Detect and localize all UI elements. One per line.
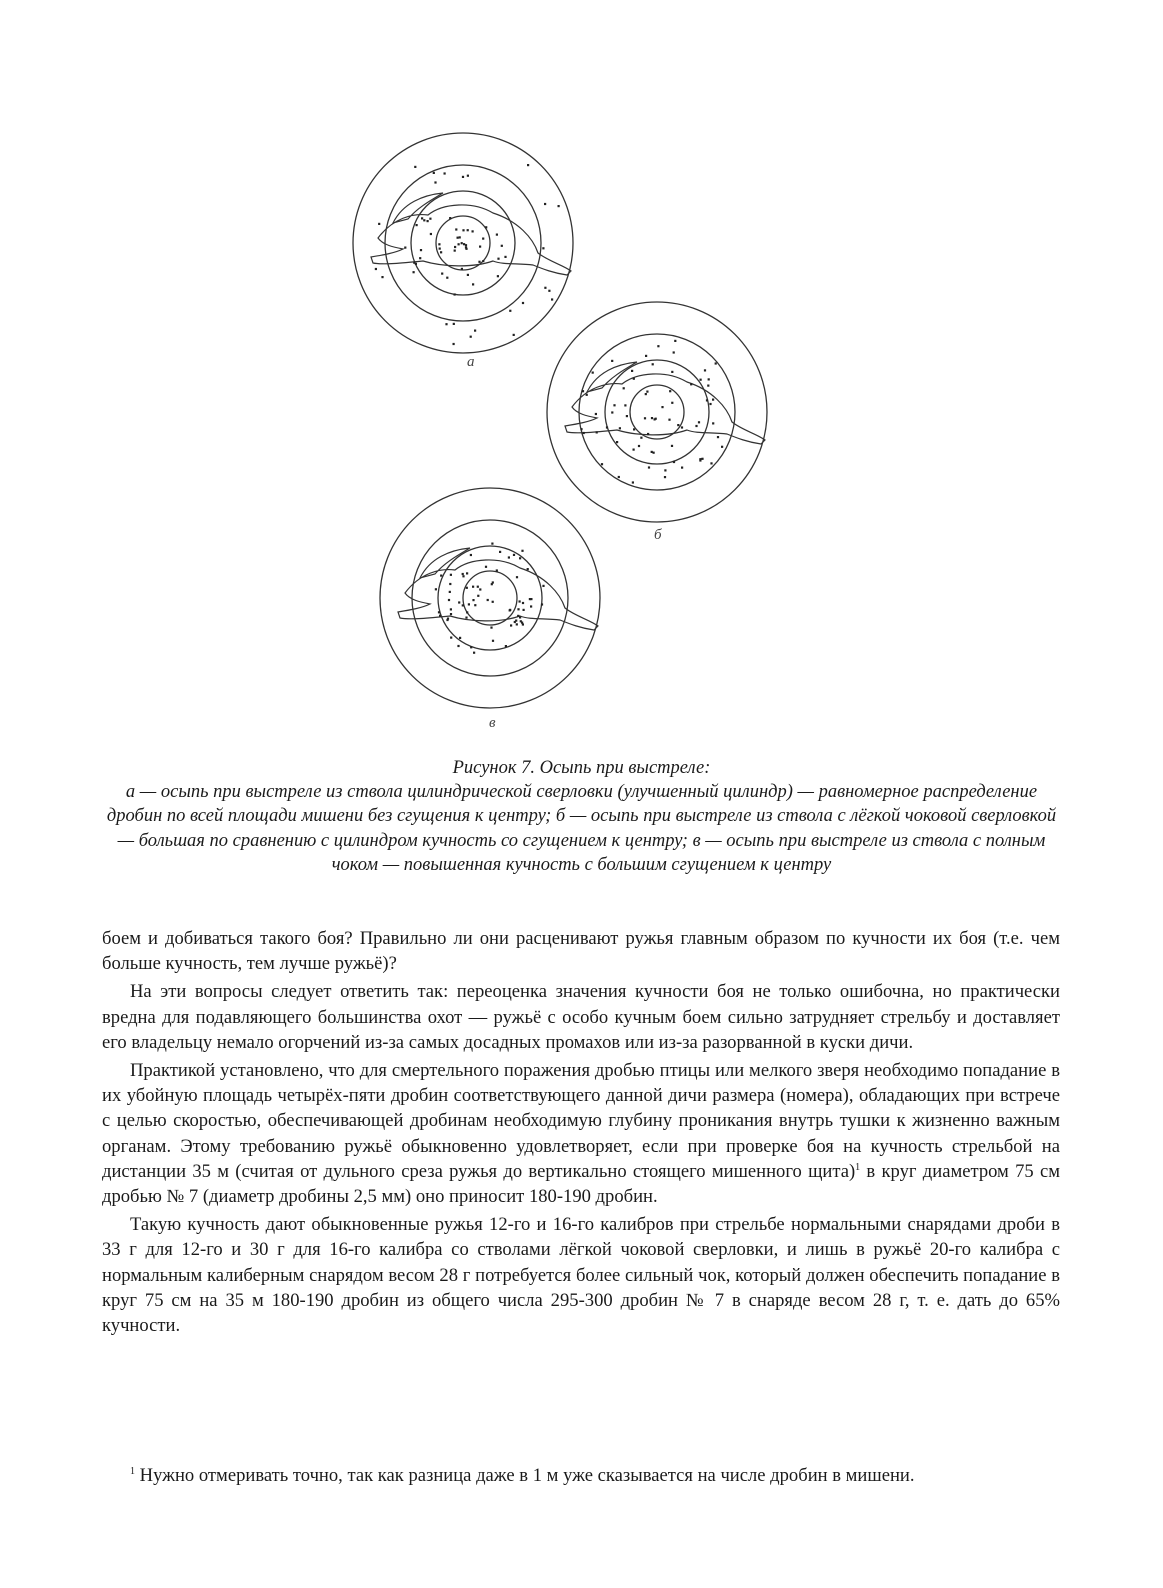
shot-dot: [681, 426, 683, 428]
shot-dot: [414, 166, 416, 168]
shot-dot: [708, 378, 710, 380]
shot-dot: [454, 250, 456, 252]
shot-dot: [544, 287, 546, 289]
shot-dot: [477, 595, 479, 597]
body-text: [102, 926, 1060, 1338]
shot-dot: [624, 404, 626, 406]
shot-dot: [492, 581, 494, 583]
shot-dot: [677, 424, 679, 426]
shot-dot: [496, 569, 498, 571]
shot-dot: [623, 387, 625, 389]
shot-dot: [459, 236, 461, 238]
shot-dot: [619, 427, 621, 429]
footnote-ref[interactable]: 1: [855, 1161, 861, 1173]
shot-dot: [440, 575, 442, 577]
shot-dot: [462, 176, 464, 178]
shot-dot: [645, 393, 647, 395]
paragraph-3: [102, 1058, 1060, 1209]
shot-dot: [674, 340, 676, 342]
shot-dot: [595, 413, 597, 415]
shot-dot: [671, 402, 673, 404]
shot-dot: [378, 223, 380, 225]
shot-dot: [701, 458, 703, 460]
target-ring: [436, 216, 490, 270]
shot-dot: [544, 203, 546, 205]
shot-dot: [631, 370, 633, 372]
shot-dot: [516, 623, 518, 625]
shot-dot: [440, 251, 442, 253]
shot-dot: [671, 371, 673, 373]
shot-dot: [433, 172, 435, 174]
shot-dot: [404, 247, 406, 249]
shot-dot: [439, 248, 441, 250]
shot-dot: [715, 362, 717, 364]
shot-dot: [470, 554, 472, 556]
shot-dot: [439, 615, 441, 617]
shot-dot: [640, 437, 642, 439]
shot-dot: [448, 599, 450, 601]
shot-dot: [632, 481, 634, 483]
shot-dot: [455, 228, 457, 230]
panel-label-b: б: [654, 527, 662, 543]
shot-dot: [457, 237, 459, 239]
shot-dot: [690, 383, 692, 385]
shot-dot: [470, 646, 472, 648]
shot-dot: [492, 640, 494, 642]
shot-dot: [611, 411, 613, 413]
shot-dot: [522, 302, 524, 304]
shot-dot: [467, 229, 469, 231]
target-ring: [605, 360, 709, 464]
shot-dot: [466, 572, 468, 574]
shot-dot: [468, 603, 470, 605]
shot-dot: [611, 360, 613, 362]
shot-dot: [446, 619, 448, 621]
paragraph-3-text: Практикой установлено, что для смертельного поражения дробью птицы или мелкого зверя необходимо попадание в их убойную площадь четырёх-пяти дробин соответствующего данной дичи размера (номера), обладающих при встрече с целью скоростью, обеспечивающей дробинам необходимую глубину проникания внутрь тушки к жизненно важным органам. Этому требованию ружьё обыкновенно удовлетворяет, если при проверке боя на кучность стрельбой на дистанции 35 м (считая от дульного среза ружья до вертикально стоящего мишенного щита): [102, 1060, 1060, 1182]
target-ring: [547, 302, 767, 522]
shot-dot: [521, 622, 523, 624]
shot-dot: [458, 243, 460, 245]
shot-dot: [462, 575, 464, 577]
shot-dot: [497, 275, 499, 277]
shot-dot: [582, 390, 584, 392]
shot-dot: [522, 602, 524, 604]
shot-dot: [527, 568, 529, 570]
shot-dot: [664, 469, 666, 471]
shot-dot: [438, 611, 440, 613]
shot-dot: [459, 637, 461, 639]
shot-dot: [516, 576, 518, 578]
paragraph-1: боем и добиваться такого боя? Правильно ли они расценивают ружья главным образом по кучности их боя (т.е. чем больше кучность, тем лучше ружьё)?: [102, 928, 1060, 975]
shot-dot: [548, 290, 550, 292]
shot-dot: [522, 623, 524, 625]
shot-dot: [542, 247, 544, 249]
shot-dot: [523, 609, 525, 611]
shot-dot: [465, 246, 467, 248]
shot-dot: [601, 463, 603, 465]
shot-dot: [505, 645, 507, 647]
target-a: [353, 133, 573, 353]
figure-caption: [100, 756, 1063, 877]
shot-dot: [474, 330, 476, 332]
shot-dot: [664, 476, 666, 478]
shot-dot: [616, 441, 618, 443]
shot-dot: [542, 585, 544, 587]
shot-dot: [509, 609, 511, 611]
shot-dot: [461, 242, 463, 244]
shot-dot: [453, 343, 455, 345]
shot-dot: [647, 433, 649, 435]
shot-dot: [423, 219, 425, 221]
shot-dot: [435, 588, 437, 590]
shot-dot: [596, 431, 598, 433]
shot-dot: [487, 599, 489, 601]
caption-title: Рисунок 7. Осыпь при выстреле:: [452, 758, 711, 778]
shot-dot: [657, 345, 659, 347]
shot-dot: [706, 399, 708, 401]
shot-dot: [681, 467, 683, 469]
target-ring: [579, 334, 735, 490]
shot-dot: [583, 432, 585, 434]
shot-dot: [519, 557, 521, 559]
shot-dot: [463, 243, 465, 245]
shot-dot: [454, 246, 456, 248]
shot-dot: [653, 452, 655, 454]
shot-dot: [509, 310, 511, 312]
shot-dot: [698, 421, 700, 423]
shot-dot: [419, 257, 421, 259]
shot-dot: [462, 604, 464, 606]
shot-dot: [671, 445, 673, 447]
shot-dot: [530, 605, 532, 607]
shot-dot: [521, 550, 523, 552]
shot-dot: [416, 224, 418, 226]
shot-dot: [472, 283, 474, 285]
shot-dot: [497, 258, 499, 260]
shot-dot: [709, 403, 711, 405]
shot-dot: [467, 175, 469, 177]
shot-dot: [485, 226, 487, 228]
shot-dot: [420, 249, 422, 251]
shot-dot: [496, 234, 498, 236]
shot-dot: [626, 415, 628, 417]
shot-dot: [541, 603, 543, 605]
shot-dot: [517, 615, 519, 617]
shot-dot: [430, 233, 432, 235]
shot-dot: [580, 428, 582, 430]
target-ring: [463, 571, 517, 625]
shot-dot: [477, 586, 479, 588]
shot-dot: [381, 276, 383, 278]
shot-dot: [449, 583, 451, 585]
target-ring: [630, 385, 684, 439]
shot-dot: [513, 334, 515, 336]
shot-pattern-figure: [0, 0, 1163, 740]
shot-dot: [421, 217, 423, 219]
shot-dot: [673, 351, 675, 353]
shot-dot: [461, 268, 463, 270]
panel-label-a: а: [467, 354, 475, 370]
shot-dot: [478, 261, 480, 263]
paragraph-3-text-cont: в круг диаметром 75 см дробью № 7 (диаметр дробины 2,5 мм) оно приносит 180-190 дробин.: [102, 1160, 1060, 1208]
shot-dot: [710, 462, 712, 464]
shot-dot: [654, 418, 656, 420]
shot-dot: [699, 458, 701, 460]
shot-dot: [472, 230, 474, 232]
shot-dot: [606, 426, 608, 428]
shot-dot: [504, 256, 506, 258]
shot-dot: [482, 260, 484, 262]
shot-dot: [466, 587, 468, 589]
shot-dot: [527, 164, 529, 166]
shot-dot: [453, 323, 455, 325]
shot-dot: [515, 620, 517, 622]
shot-dot: [449, 217, 451, 219]
shot-dot: [695, 425, 697, 427]
shot-dot: [501, 245, 503, 247]
shot-dot: [479, 588, 481, 590]
shot-dot: [472, 599, 474, 601]
shot-dot: [485, 566, 487, 568]
shot-dot: [465, 617, 467, 619]
shot-dot: [513, 554, 515, 556]
shot-dot: [558, 205, 560, 207]
shot-dot: [449, 591, 451, 593]
shot-dot: [700, 379, 702, 381]
shot-dot: [429, 218, 431, 220]
shot-dot: [413, 271, 415, 273]
shot-dot: [445, 323, 447, 325]
target-b: [547, 302, 767, 522]
shot-dot: [450, 613, 452, 615]
shot-dot: [669, 390, 671, 392]
shot-dot: [717, 436, 719, 438]
target-ring: [353, 133, 573, 353]
shot-dot: [482, 238, 484, 240]
shot-dot: [375, 268, 377, 270]
shot-dot: [519, 600, 521, 602]
shot-dot: [450, 608, 452, 610]
shot-dot: [712, 422, 714, 424]
shot-dot: [441, 273, 443, 275]
caption-text: а — осыпь при выстреле из ствола цилиндрической сверловки (улучшенный цилиндр) — равномерное распределение дробин по всей площади мишени без сгущения к центру; б — осыпь при выстреле из ствола с лёгкой чоковой сверловкой — большая по сравнению с цилиндром кучность со сгущением к центру; в — осыпь при выстреле из ствола с полным чоком — повышенная кучность с большим сгущением к центру: [106, 782, 1057, 875]
shot-dot: [492, 601, 494, 603]
shot-dot: [638, 445, 640, 447]
shot-dot: [586, 394, 588, 396]
shot-dot: [592, 372, 594, 374]
shot-dot: [668, 419, 670, 421]
shot-dot: [446, 277, 448, 279]
shot-dot: [661, 406, 663, 408]
shot-dot: [438, 243, 440, 245]
shot-dot: [473, 652, 475, 654]
target-ring: [411, 191, 515, 295]
shot-dot: [644, 417, 646, 419]
shot-dot: [465, 244, 467, 246]
footnote: [102, 1463, 1060, 1488]
shot-dot: [648, 466, 650, 468]
shot-dot: [633, 378, 635, 380]
shot-dot: [470, 336, 472, 338]
target-ring: [385, 165, 541, 321]
shot-dot: [645, 355, 647, 357]
shot-dot: [474, 604, 476, 606]
shot-dot: [652, 363, 654, 365]
shot-dot: [529, 598, 531, 600]
shot-dot: [646, 391, 648, 393]
shot-dot: [457, 645, 459, 647]
shot-dot: [467, 274, 469, 276]
target-ring: [412, 520, 568, 676]
shot-dot: [633, 449, 635, 451]
paragraph-2: На эти вопросы следует ответить так: переоценка значения кучности боя не только ошибочна, но практически вредна для подавляющего большинства охот — ружьё с особо кучным боем сильно затрудняет стрельбу и доставляет его владельцу немало огорчений из-за самых досадных промахов или из-за разорванной в куски дичи.: [102, 981, 1060, 1053]
shot-dot: [434, 181, 436, 183]
panel-label-v: в: [489, 715, 496, 731]
shot-dot: [721, 446, 723, 448]
shot-dot: [517, 608, 519, 610]
shot-dot: [444, 172, 446, 174]
footnote-mark: 1: [130, 1465, 135, 1477]
shot-dot: [454, 293, 456, 295]
target-ring: [380, 488, 600, 708]
target-ring: [438, 546, 542, 650]
paragraph-4: Такую кучность дают обыкновенные ружья 12-го и 16-го калибров при стрельбе нормальными снарядами дроби в 33 г для 12-го и 30 г для 16-го калибра со стволами лёгкой чоковой сверловки, и лишь в ружьё 20-го калибра с нормальным калиберным снарядом весом 28 г потребуется более сильный чок, который должен обеспечить попадание в круг 75 см на 35 м 180-190 дробин из общего числа 295-300 дробин № 7 в снаряде весом 28 г, т. е. дать до 65% кучности.: [102, 1214, 1060, 1337]
shot-dot: [415, 263, 417, 265]
shot-dot: [613, 404, 615, 406]
shot-dot: [499, 551, 501, 553]
target-v: [380, 488, 600, 708]
shot-dot: [519, 616, 521, 618]
shot-dot: [491, 543, 493, 545]
shot-dot: [427, 220, 429, 222]
shot-dot: [704, 369, 706, 371]
shot-dot: [508, 556, 510, 558]
shot-dot: [712, 399, 714, 401]
shot-dot: [651, 451, 653, 453]
shot-dot: [479, 246, 481, 248]
shot-dot: [466, 611, 468, 613]
shot-dot: [651, 417, 653, 419]
shot-dot: [458, 601, 460, 603]
shot-dot: [510, 624, 512, 626]
shot-dot: [462, 229, 464, 231]
shot-dot: [551, 298, 553, 300]
shot-dot: [618, 476, 620, 478]
shot-dot: [450, 637, 452, 639]
shot-dot: [673, 461, 675, 463]
footnote-text: Нужно отмеривать точно, так как разница даже в 1 м уже сказывается на числе дробин в мишени.: [135, 1465, 915, 1486]
shot-dot: [450, 574, 452, 576]
shot-dot: [633, 428, 635, 430]
shot-dot: [462, 573, 464, 575]
shot-dot: [472, 586, 474, 588]
shot-dot: [707, 385, 709, 387]
shot-dot: [490, 627, 492, 629]
